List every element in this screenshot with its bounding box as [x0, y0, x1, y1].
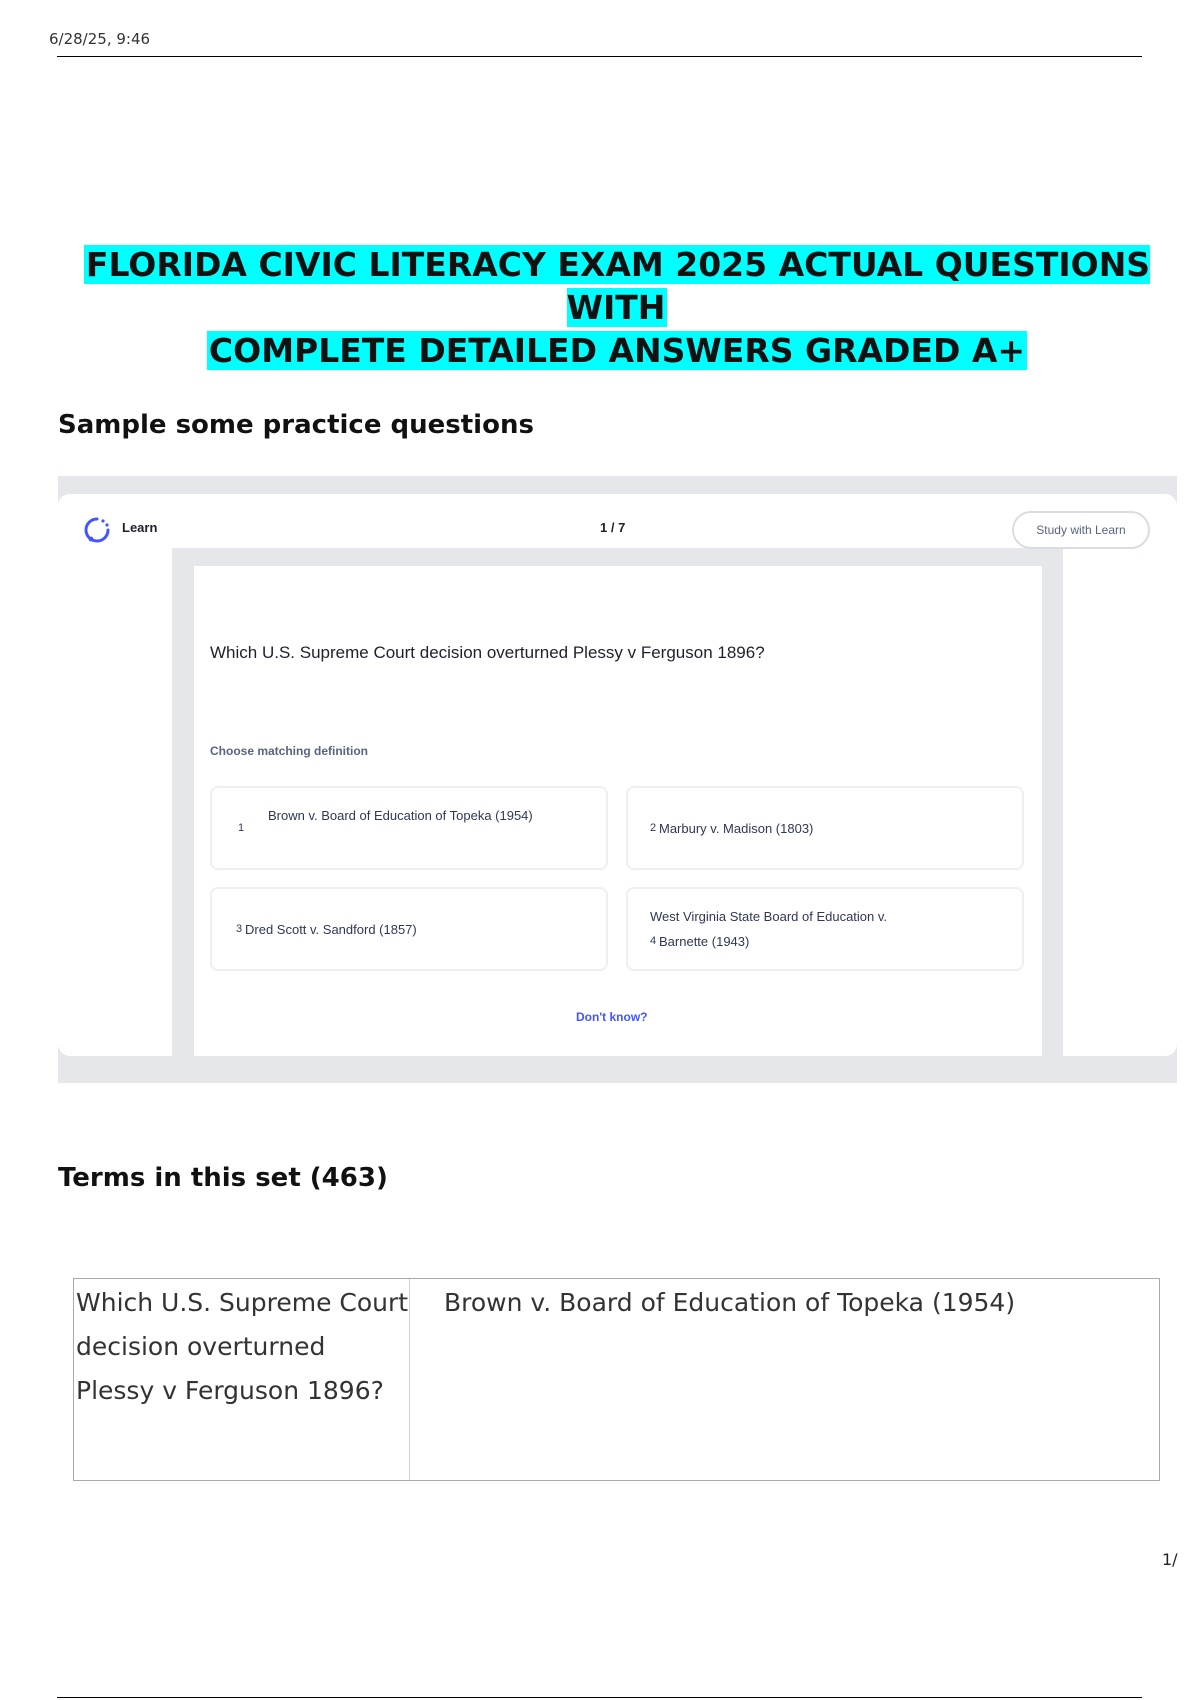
dont-know-link[interactable]: Don't know?: [576, 1010, 648, 1024]
page-number: 1/: [1162, 1550, 1178, 1569]
option-text: [650, 904, 990, 954]
print-timestamp: 6/28/25, 9:46: [49, 30, 151, 48]
header-divider: [57, 56, 1142, 57]
term-cell: Which U.S. Supreme Court decision overturned Plessy v Ferguson 1896?: [74, 1279, 410, 1480]
learn-mode-icon: [83, 516, 111, 544]
option-text: Dred Scott v. Sandford (1857): [245, 922, 417, 937]
question-text: Which U.S. Supreme Court decision overturned Plessy v Ferguson 1896?: [210, 643, 765, 662]
document-title-line-1: FLORIDA CIVIC LITERACY EXAM 2025 ACTUAL QUESTIONS WITH: [85, 245, 1151, 327]
document-title-line-2: COMPLETE DETAILED ANSWERS GRADED A+: [208, 331, 1026, 370]
terms-table: [73, 1278, 1160, 1481]
document-title: [60, 243, 1174, 372]
study-with-learn-button[interactable]: Study with Learn: [1012, 511, 1150, 549]
definition-cell: Brown v. Board of Education of Topeka (1954): [444, 1288, 1016, 1317]
learn-mode-label: Learn: [122, 520, 158, 535]
answer-option-1[interactable]: [210, 786, 608, 870]
option-text-line-1: West Virginia State Board of Education v.: [650, 909, 888, 924]
practice-section-heading: Sample some practice questions: [58, 410, 534, 440]
footer-divider: [57, 1697, 1142, 1698]
answer-option-3[interactable]: [210, 887, 608, 971]
option-number: 2: [650, 822, 657, 834]
option-text: Brown v. Board of Education of Topeka (1954): [268, 808, 533, 823]
answer-prompt: Choose matching definition: [210, 744, 368, 758]
option-number: 1: [238, 822, 245, 834]
question-progress: 1 / 7: [600, 520, 626, 535]
terms-section-heading: Terms in this set (463): [58, 1163, 388, 1193]
option-text: Marbury v. Madison (1803): [659, 821, 814, 836]
answer-option-2[interactable]: [626, 786, 1024, 870]
option-number: 3: [236, 923, 243, 935]
option-text-line-2: Barnette (1943): [659, 934, 750, 949]
option-number: 4: [650, 935, 657, 947]
answer-option-4[interactable]: [626, 887, 1024, 971]
